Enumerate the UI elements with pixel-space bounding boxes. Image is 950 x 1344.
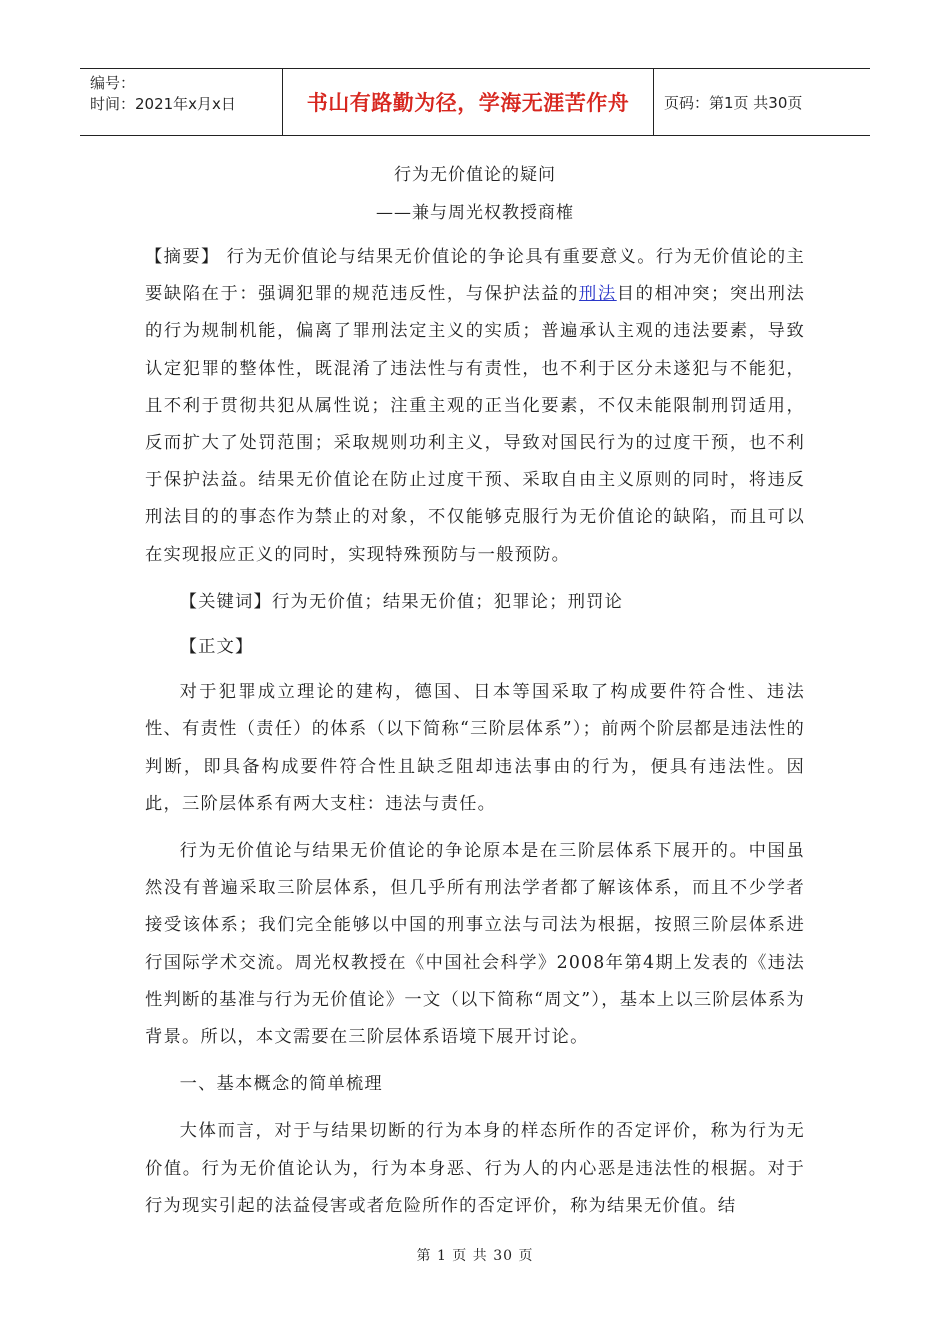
article-title: 行为无价值论的疑问 bbox=[394, 165, 556, 185]
keywords-line: 【关键词】行为无价值；结果无价值；犯罪论；刑罚论 bbox=[179, 591, 624, 612]
document-date-label: 时间：2021年x月x日 bbox=[90, 95, 236, 113]
page-header-table bbox=[80, 68, 870, 136]
abstract-label: 【摘要】 bbox=[145, 247, 220, 267]
criminal-law-link[interactable]: 刑法 bbox=[578, 284, 617, 305]
article-body bbox=[145, 239, 805, 1225]
body-paragraph-1: 对于犯罪成立理论的建构，德国、日本等国采取了构成要件符合性、违法性、有责性（责任）的体系（以下简称“三阶层体系”）；前两个阶层都是违法性的判断，即具备构成要件符合性且缺乏阻却违法事由的行为，便具有违法性。因此，三阶层体系有两大支柱：违法与责任。 bbox=[145, 682, 805, 814]
page-footer: 第 1 页 共 30 页 bbox=[416, 1248, 534, 1264]
body-paragraph-3: 大体而言，对于与结果切断的行为本身的样态所作的否定评价，称为行为无价值。行为无价值论认为，行为本身恶、行为人的内心恶是违法性的根据。对于行为现实引起的法益侵害或者危险所作的否定评价，称为结果无价值。结 bbox=[145, 1121, 805, 1216]
header-meta-cell bbox=[80, 69, 282, 135]
header-page-code: 页码：第1页 共30页 bbox=[664, 93, 803, 112]
article-subtitle: ——兼与周光权教授商榷 bbox=[376, 203, 574, 223]
abstract-text-part2: 目的相冲突；突出刑法的行为规制机能，偏离了罪刑法定主义的实质；普遍承认主观的违法要素，导致认定犯罪的整体性，既混淆了违法性与有责性，也不利于区分未遂犯与不能犯，且不利于贯彻共犯从属性说；注重主观的正当化要素，不仅未能限制刑罚适用，反而扩大了处罚范围；采取规则功利主义，导致对国民行为的过度干预，也不利于保护法益。结果无价值论在防止过度干预、采取自由主义原则的同时，将违反刑法目的的事态作为禁止的对象，不仅能够克服行为无价值论的缺陷，而且可以在实现报应正义的同时，实现特殊预防与一般预防。 bbox=[145, 284, 805, 565]
abstract-text-part1: 行为无价值论与结果无价值论的争论具有重要意义。行为无价值论的主要缺陷在于：强调犯罪的规范违反性，与保护法益的 bbox=[145, 247, 806, 305]
body-paragraph-2: 行为无价值论与结果无价值论的争论原本是在三阶层体系下展开的。中国虽然没有普遍采取三阶层体系，但几乎所有刑法学者都了解该体系，而且不少学者接受该体系；我们完全能够以中国的刑事立法与司法为根据，按照三阶层体系进行国际学术交流。周光权教授在《中国社会科学》2008年第4期上发表的《违法性判断的基准与行为无价值论》一文（以下简称“周文”），基本上以三阶层体系为背景。所以，本文需要在三阶层体系语境下展开讨论。 bbox=[145, 841, 805, 1048]
section-heading: 一、基本概念的简单梳理 bbox=[179, 1074, 383, 1095]
header-motto: 书山有路勤为径，学海无涯苦作舟 bbox=[282, 69, 654, 135]
document-number-label: 编号： bbox=[90, 74, 136, 92]
main-text-label: 【正文】 bbox=[179, 637, 254, 658]
abstract-paragraph bbox=[145, 239, 805, 574]
